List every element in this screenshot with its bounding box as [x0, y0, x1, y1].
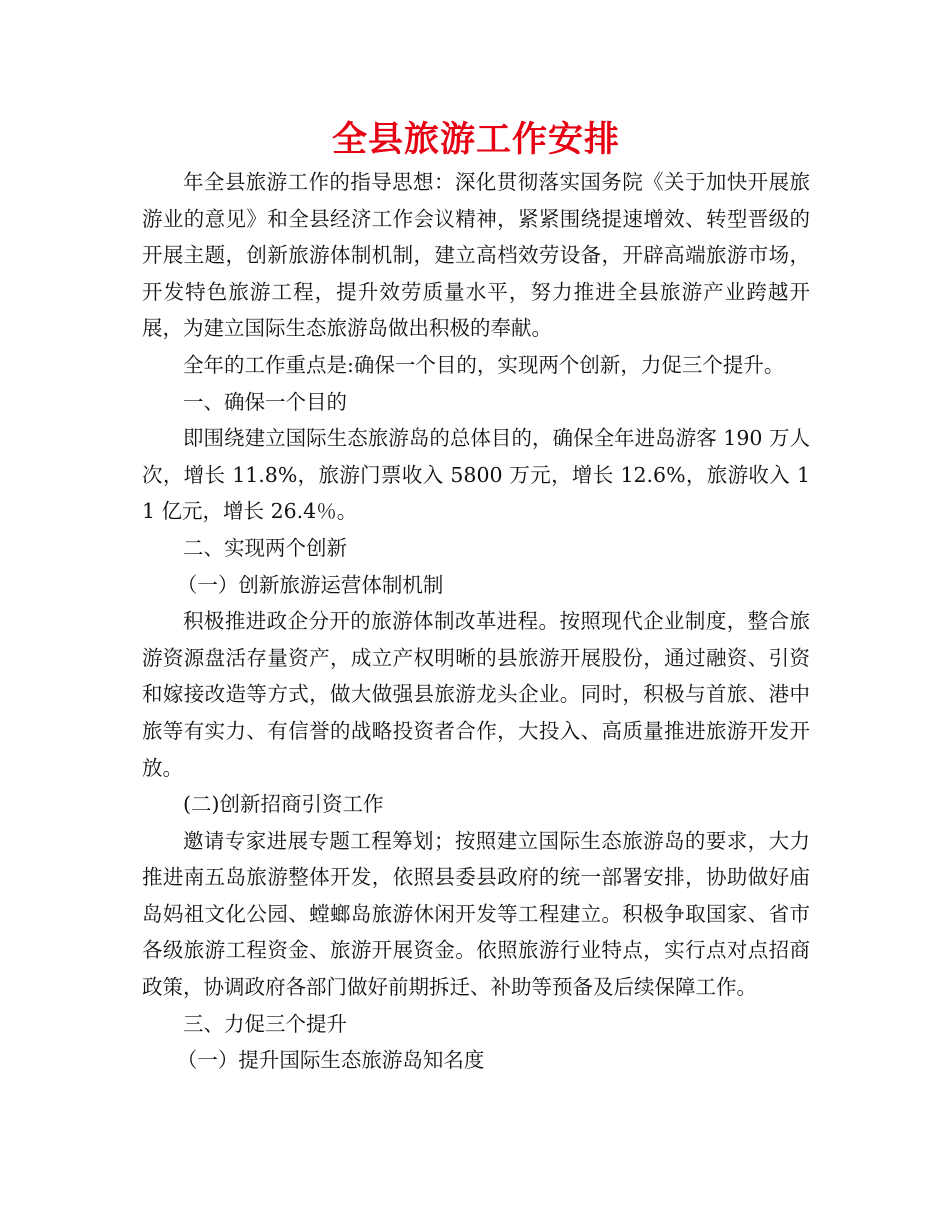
section-heading-2: 二、实现两个创新 [183, 535, 347, 560]
subsection-heading-3-1: （一）提升国际生态旅游岛知名度 [176, 1048, 485, 1073]
section-heading-3: 三、力促三个提升 [183, 1011, 347, 1036]
work-focus-paragraph: 全年的工作重点是:确保一个目的，实现两个创新，力促三个提升。 [183, 352, 785, 377]
document-page [142, 118, 810, 1079]
system-reform-paragraph: 积极推进政企分开的旅游体制改革进程。按照现代企业制度，整合旅游资源盘活存量资产，成立产权明晰的县旅游开展股份，通过融资、引资和嫁接改造等方式，做大做强县旅游龙头企业。同时，积极与首旅、港中旅等有实力、有信誉的战略投资者合作，大投入、高质量推进旅游开发开放。 [142, 609, 810, 780]
document-title: 全县旅游工作安排 [331, 120, 620, 160]
investment-paragraph: 邀请专家进展专题工程筹划；按照建立国际生态旅游岛的要求，大力推进南五岛旅游整体开发，依照县委县政府的统一部署安排，协助做好庙岛妈祖文化公园、螳螂岛旅游休闲开发等工程建立。积极争取国家、省市各级旅游工程资金、旅游开展资金。依照旅游行业特点，实行点对点招商政策，协调政府各部门做好前期拆迁、补助等预备及后续保障工作。 [142, 828, 810, 1000]
section-heading-1: 一、确保一个目的 [183, 389, 347, 414]
subsection-heading-2-2: (二)创新招商引资工作 [183, 792, 384, 817]
guiding-ideology-paragraph: 年全县旅游工作的指导思想：深化贯彻落实国务院《关于加快开展旅游业的意见》和全县经济工作会议精神，紧紧围绕提速增效、转型晋级的开展主题，创新旅游体制机制，建立高档效劳设备，开辟高端旅游市场，开发特色旅游工程，提升效劳质量水平，努力推进全县旅游产业跨越开展，为建立国际生态旅游岛做出积极的奉献。 [142, 170, 810, 341]
subsection-heading-2-1: （一）创新旅游运营体制机制 [176, 572, 444, 597]
targets-paragraph: 即围绕建立国际生态旅游岛的总体目的，确保全年进岛游客 190 万人次，增长 11.8%，旅游门票收入 5800 万元，增长 12.6%，旅游收入 11 亿元，增长 26.4％。 [142, 426, 810, 524]
